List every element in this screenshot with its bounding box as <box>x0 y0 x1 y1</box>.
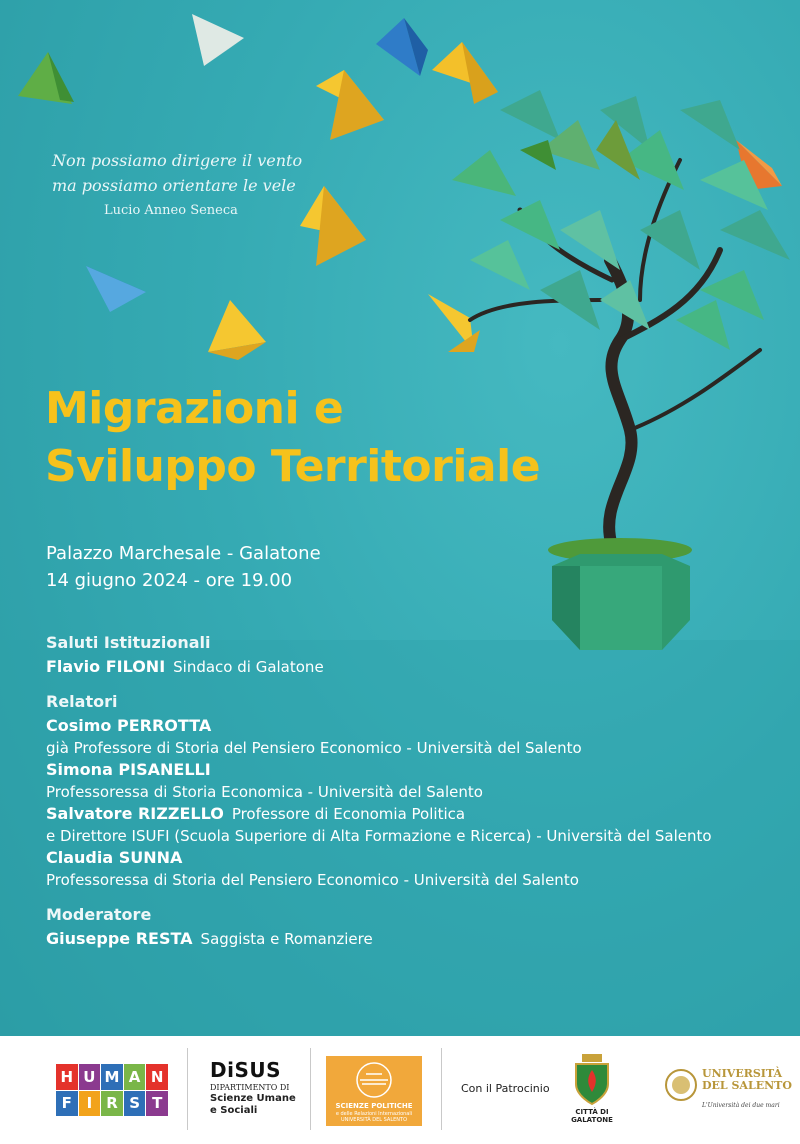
speaker-name: Claudia SUNNA <box>46 848 183 867</box>
seal-icon <box>664 1068 698 1102</box>
venue-block <box>46 540 321 594</box>
title-line: Migrazioni e <box>45 383 344 434</box>
humanfirst-letter: R <box>101 1091 123 1117</box>
speaker-name-row <box>46 803 786 825</box>
uni-name <box>702 1068 792 1092</box>
speaker-role: già Professore di Storia del Pensiero Economico - Università del Salento <box>46 739 582 757</box>
scienze-line: UNIVERSITÀ DEL SALENTO <box>341 1117 407 1123</box>
scienze-politiche-logo <box>326 1056 422 1126</box>
section-heading: Saluti Istituzionali <box>46 633 211 652</box>
crest-icon <box>570 1052 614 1106</box>
quote-line: Non possiamo dirigere il vento <box>52 151 303 170</box>
speaker-name: Salvatore RIZZELLO <box>46 804 224 823</box>
uni-line: DEL SALENTO <box>702 1079 792 1092</box>
humanfirst-letter: A <box>124 1064 146 1090</box>
humanfirst-letter: M <box>101 1064 123 1090</box>
humanfirst-letter: F <box>56 1091 78 1117</box>
divider <box>441 1048 442 1130</box>
divider <box>187 1048 188 1130</box>
section-heading: Moderatore <box>46 905 152 924</box>
title-line: Sviluppo Territoriale <box>45 441 541 492</box>
quote-block <box>52 148 312 223</box>
speaker-role: Professoressa di Storia del Pensiero Economico - Università del Salento <box>46 871 579 889</box>
scienze-line: e delle Relazioni Internazionali <box>335 1111 413 1117</box>
speaker-name: Giuseppe RESTA <box>46 929 193 948</box>
speaker-name: Simona PISANELLI <box>46 760 211 779</box>
origami-leaves <box>452 90 790 350</box>
speaker-name-row <box>46 847 786 869</box>
uni-line: UNIVERSITÀ <box>702 1067 783 1080</box>
speaker-name-row <box>46 759 786 781</box>
emblem-icon <box>326 1056 422 1102</box>
sponsor-footer <box>0 1036 800 1144</box>
speaker-role-inline: Professore di Economia Politica <box>231 805 466 823</box>
humanfirst-letter: H <box>56 1064 78 1090</box>
disus-logo <box>210 1058 296 1117</box>
speaker-row <box>46 656 786 678</box>
humanfirst-letter: S <box>124 1091 146 1117</box>
speaker-role: Sindaco di Galatone <box>173 658 324 676</box>
speaker-role: e Direttore ISUFI (Scuola Superiore di Alta Formazione e Ricerca) - Università del Salento <box>46 827 712 845</box>
divider <box>310 1048 311 1130</box>
quote-author: Lucio Anneo Seneca <box>104 203 238 218</box>
humanfirst-logo <box>56 1064 168 1116</box>
galatone-crest <box>562 1052 622 1124</box>
disus-line: Scienze Umane <box>210 1093 296 1104</box>
disus-wordmark: DiSUS <box>210 1058 282 1082</box>
program <box>46 633 786 950</box>
disus-line: DIPARTIMENTO DI <box>210 1083 290 1092</box>
event-title <box>45 380 540 496</box>
speaker-name-row <box>46 715 786 737</box>
speaker-name: Flavio FILONI <box>46 657 166 676</box>
venue-place: Palazzo Marchesale - Galatone <box>46 543 321 564</box>
scienze-line: SCIENZE POLITICHE <box>335 1102 413 1110</box>
disus-line: e Sociali <box>210 1105 258 1116</box>
speaker-role: Saggista e Romanziere <box>200 930 373 948</box>
speaker-role: Professoressa di Storia Economica - Università del Salento <box>46 783 483 801</box>
quote-line: ma possiamo orientare le vele <box>52 176 296 195</box>
speaker-list <box>46 715 786 891</box>
uni-tagline: L'Università dei due mari <box>702 1102 780 1109</box>
patrocinio-label: Con il Patrocinio <box>461 1082 550 1095</box>
speaker-name: Cosimo PERROTTA <box>46 716 212 735</box>
humanfirst-letter: U <box>79 1064 101 1090</box>
venue-date: 14 giugno 2024 - ore 19.00 <box>46 570 293 591</box>
humanfirst-letter: I <box>79 1091 101 1117</box>
humanfirst-letter: T <box>146 1091 168 1117</box>
unisalento-logo <box>664 1067 796 1109</box>
citta-label: CITTÀ DI GALATONE <box>571 1108 613 1124</box>
humanfirst-letter: N <box>146 1064 168 1090</box>
speaker-row <box>46 928 786 950</box>
section-heading: Relatori <box>46 692 118 711</box>
